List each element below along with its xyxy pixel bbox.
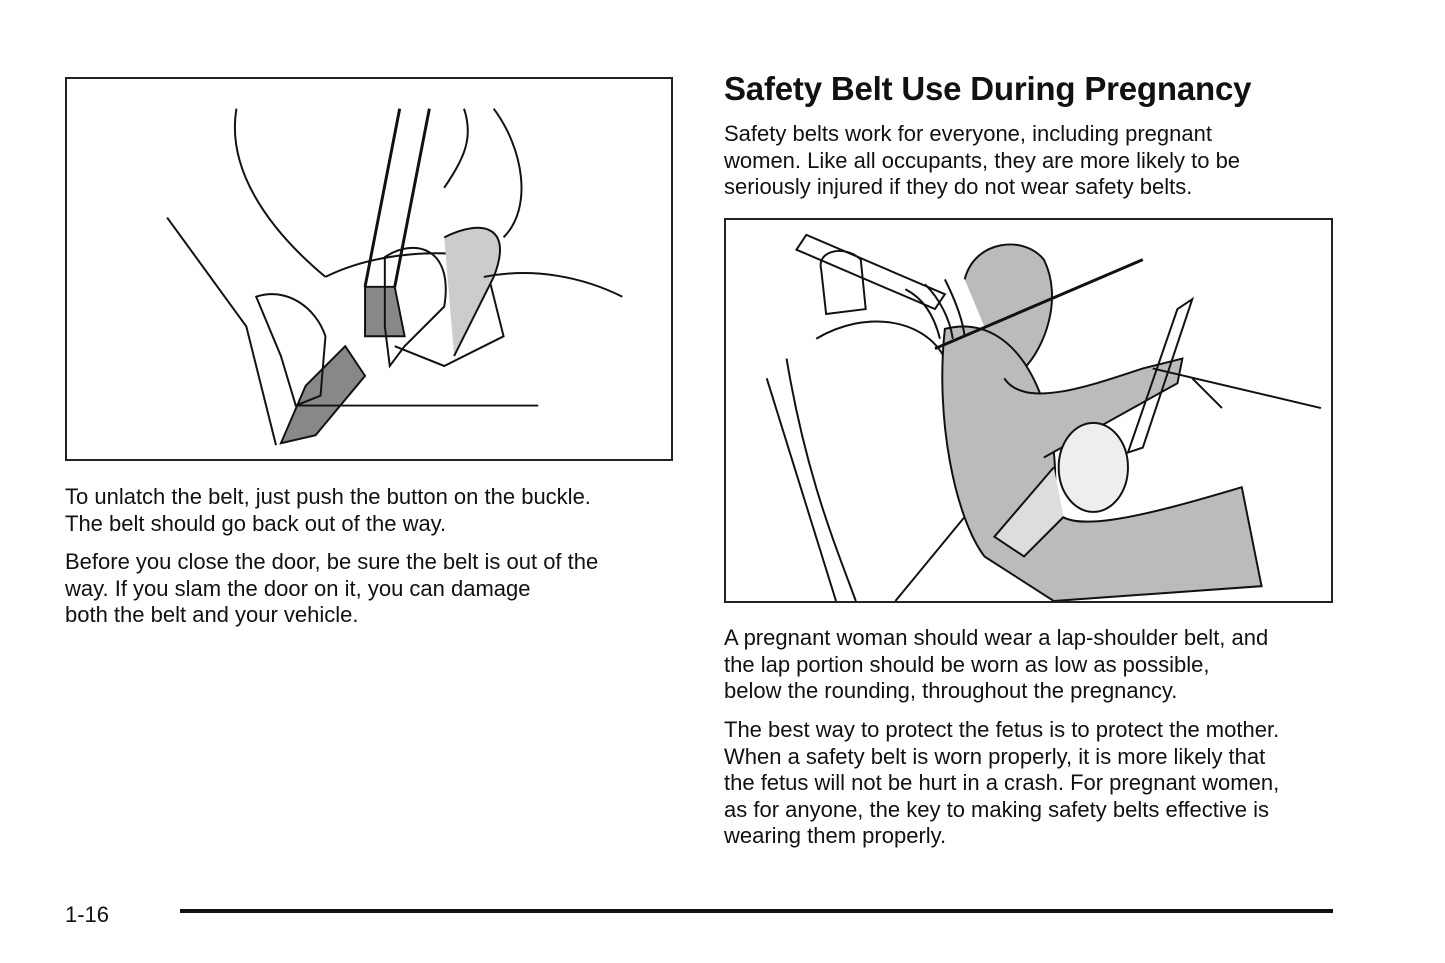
paragraph: Before you close the door, be sure the belt is out of the way. If you slam the door on it, you can damage both the belt and your vehicle. [65,549,599,627]
paragraph: A pregnant woman should wear a lap-shoulder belt, and the lap portion should be worn as low as possible, below the rounding, throughout the pregnancy. [724,625,1269,703]
page-number: 1-16 [65,902,110,927]
paragraph: The best way to protect the fetus is to protect the mother. When a safety belt is worn properly, it is more likely that the fetus will not be hurt in a crash. For pregnant women, as for anyone, the key to making safety belts effective is wearing them properly. [724,717,1280,848]
paragraph: Safety belts work for everyone, including pregnant women. Like all occupants, they are more likely to be seriously injured if they do not wear safety belts. [724,121,1241,199]
footer-rule [180,909,1333,913]
paragraph: To unlatch the belt, just push the button on the buckle. The belt should go back out of the way. [65,484,591,536]
section-heading: Safety Belt Use During Pregnancy [724,70,1252,107]
pregnant-woman-seatbelt-illustration [724,218,1333,603]
buckle-unlatch-illustration [65,77,673,461]
